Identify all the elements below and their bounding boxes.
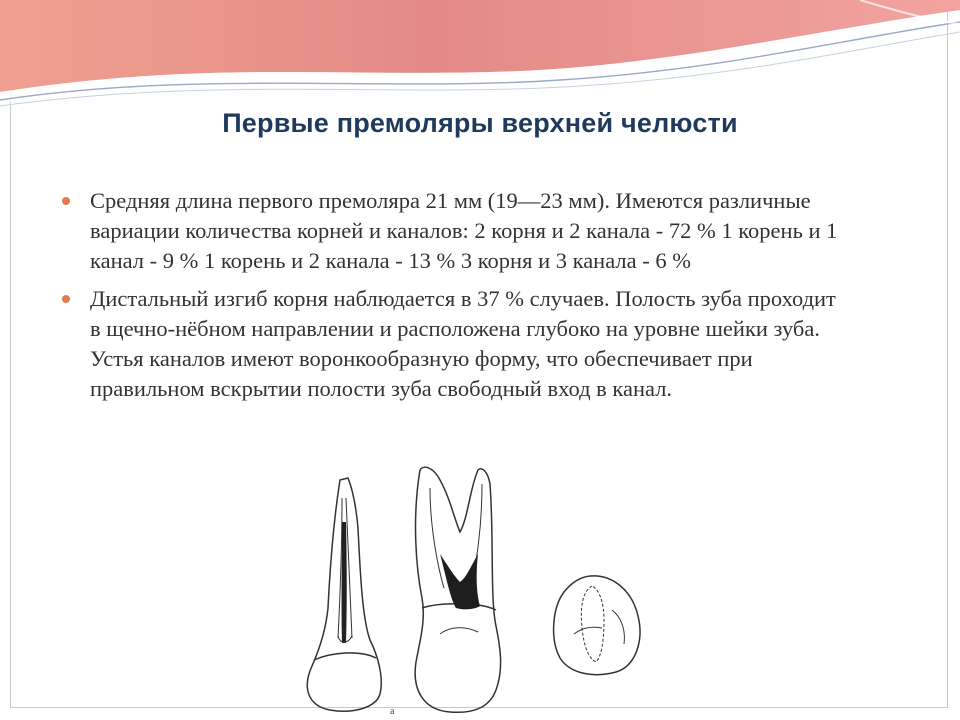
bullet-item-2 [62,284,852,404]
tooth-front-view-icon [415,467,500,712]
bullet-text: Средняя длина первого премоляра 21 мм (19—23 мм). Имеются различные вариации количества корней и каналов: 2 корня и 2 канала - 72 % 1 корень и 1 канал - 9 % 1 корень и 2 канала - 13 % 3 корня и 3 канала - 6 % [90,188,838,273]
bullet-marker [62,295,70,303]
tooth-side-view-icon [307,478,381,711]
bullet-item-1 [62,186,852,276]
figure-label: a [390,706,395,717]
bullet-text: Дистальный изгиб корня наблюдается в 37 % случаев. Полость зуба проходит в щечно-нёбном направлении и расположена глубоко на уровне шейки зуба. Устья каналов имеют воронкообразную форму, что обеспечивает при правильном вскрытии полости зуба свободный вход в канал. [90,286,836,401]
tooth-illustration [290,458,660,720]
tooth-top-view-icon [554,576,640,675]
bullet-marker [62,197,70,205]
header-wave-decoration [0,0,960,115]
slide-title: Первые премоляры верхней челюсти [222,108,738,138]
bullet-list [62,186,852,412]
